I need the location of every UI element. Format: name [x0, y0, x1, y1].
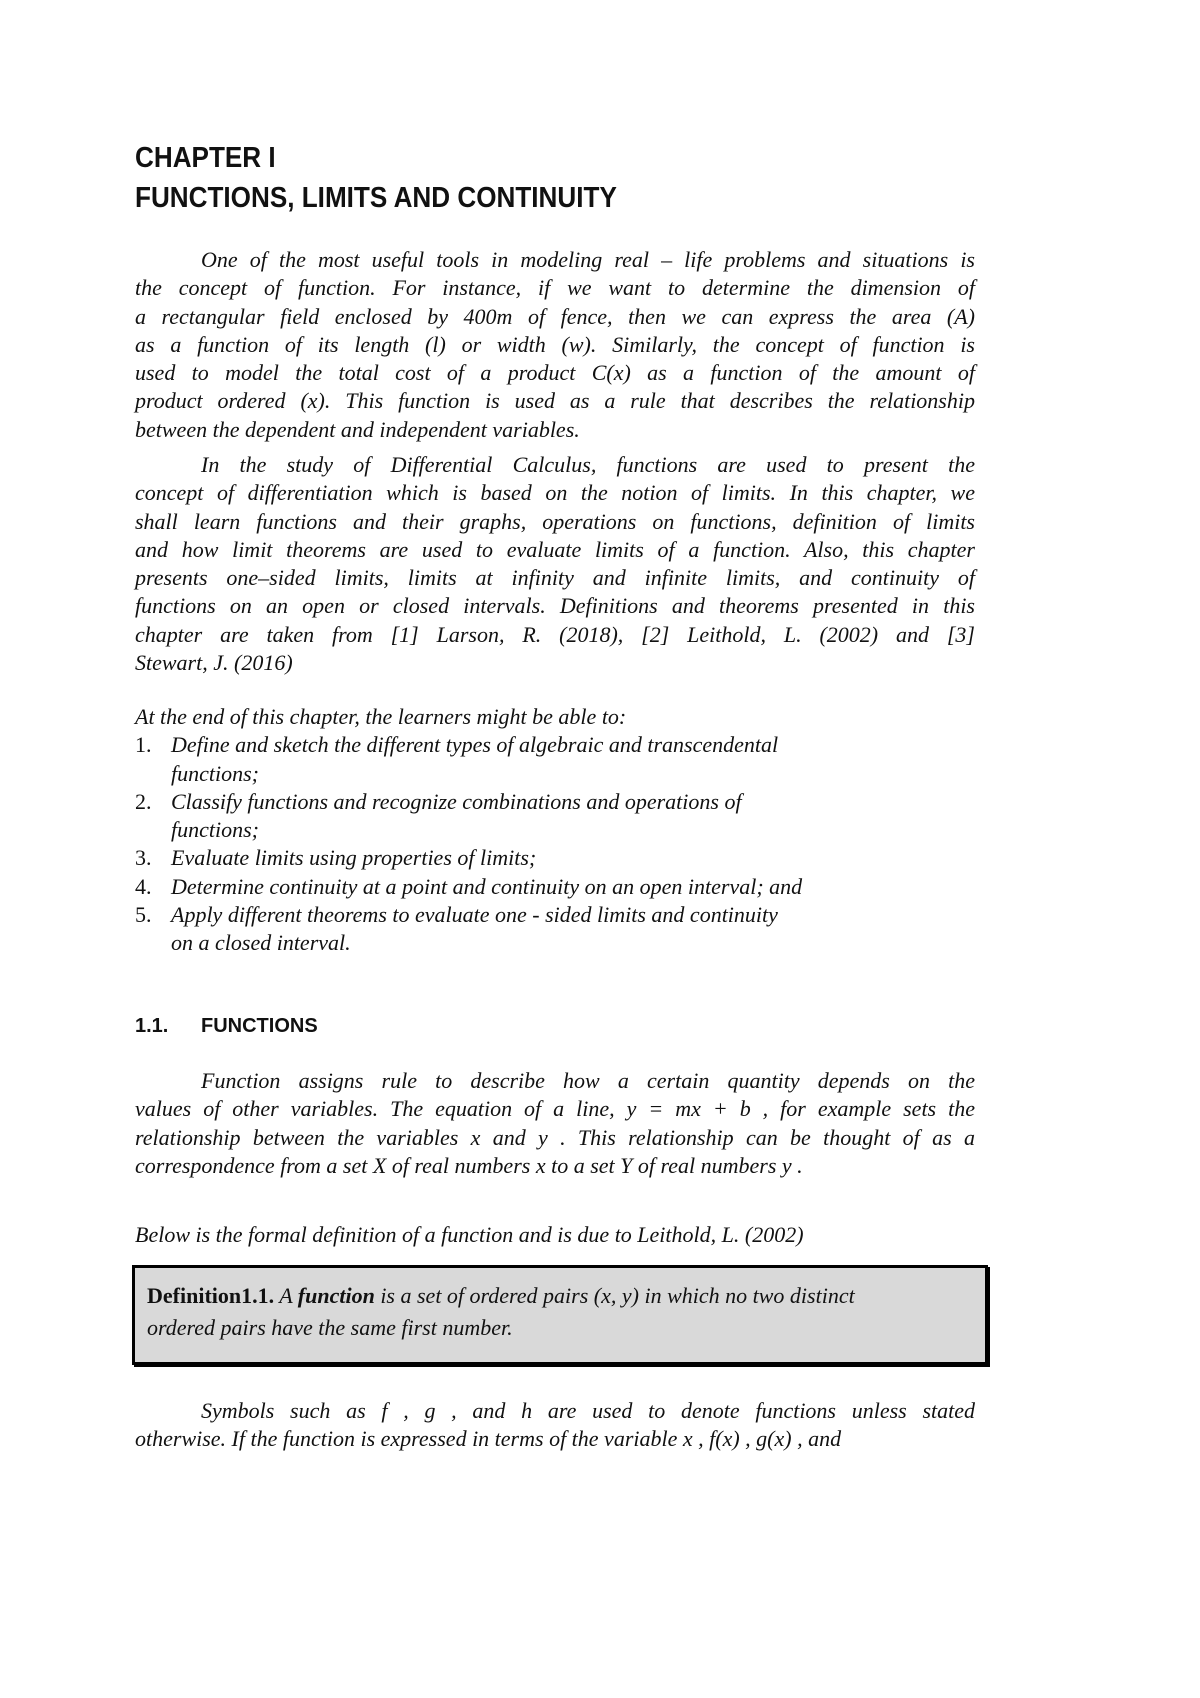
text-line: the concept of function. For instance, if we want to determine the dimension of — [135, 275, 975, 301]
objective-number: 1. — [135, 732, 152, 758]
objective-text: Evaluate limits using properties of limits; — [171, 845, 537, 871]
objective-item — [135, 844, 975, 872]
chapter-title: FUNCTIONS, LIMITS AND CONTINUITY — [135, 182, 617, 214]
text-line: values of other variables. The equation of a line, y = mx + b , for example sets the — [135, 1096, 975, 1122]
text-line: otherwise. If the function is expressed in terms of the variable x , f(x) , g(x) , and — [135, 1426, 842, 1452]
objective-item — [135, 929, 975, 957]
section-heading — [135, 1015, 975, 1038]
text-line: Function assigns rule to describe how a certain quantity depends on the — [201, 1068, 975, 1093]
function-paragraph — [135, 1067, 975, 1180]
symbols-paragraph — [135, 1397, 975, 1454]
text-line: functions on an open or closed intervals. Definitions and theorems presented in this — [135, 593, 975, 619]
objective-number: 3. — [135, 845, 152, 871]
definition-intro — [135, 1221, 975, 1249]
objective-number — [135, 760, 171, 788]
text-line: product ordered (x). This function is used as a rule that describes the relationship — [135, 388, 975, 414]
objectives-list — [135, 731, 975, 957]
text-line: chapter are taken from [1] Larson, R. (2018), [2] Leithold, L. (2002) and [3] — [135, 621, 975, 647]
text-line: used to model the total cost of a product C(x) as a function of the amount of — [135, 360, 975, 386]
text-line: Symbols such as f , g , and h are used to denote functions unless stated — [201, 1398, 975, 1423]
definition-intro-text: Below is the formal definition of a function and is due to Leithold, L. (2002) — [135, 1222, 804, 1247]
text-line: In the study of Differential Calculus, functions are used to present the — [201, 452, 975, 477]
objectives — [135, 703, 975, 958]
objective-text: Determine continuity at a point and continuity on an open interval; and — [171, 873, 803, 899]
definition-line-1 — [135, 1282, 985, 1310]
text-line: concept of differentiation which is based on the notion of limits. In this chapter, we — [135, 480, 975, 506]
objective-item — [135, 788, 975, 816]
objective-text: Define and sketch the different types of algebraic and transcendental — [171, 732, 779, 758]
objective-text: on a closed interval. — [171, 930, 351, 956]
definition-term: function — [297, 1283, 375, 1308]
chapter-label: CHAPTER I — [135, 142, 276, 174]
text-line: relationship between the variables x and y . This relationship can be thought of as a — [135, 1124, 975, 1150]
objective-number — [135, 929, 171, 957]
text-line: One of the most useful tools in modeling real – life problems and situations is — [201, 247, 975, 272]
objective-item — [135, 816, 975, 844]
objective-item — [135, 901, 975, 929]
objective-item — [135, 873, 975, 901]
objective-item — [135, 760, 975, 788]
text-line: and how limit theorems are used to evaluate limits of a function. Also, this chapter — [135, 536, 975, 562]
objective-text: Classify functions and recognize combinations and operations of — [171, 788, 742, 814]
text-line: as a function of its length (l) or width (w). Similarly, the concept of function is — [135, 331, 975, 357]
text-line: presents one–sided limits, limits at infinity and infinite limits, and continuity of — [135, 565, 975, 591]
text-line: Stewart, J. (2016) — [135, 650, 293, 676]
definition-pre: A — [279, 1283, 298, 1308]
definition-box — [132, 1265, 988, 1365]
definition-text: is a set of ordered pairs (x, y) in which no two distinct — [374, 1283, 855, 1308]
objective-text: Apply different theorems to evaluate one - sided limits and continuity — [171, 902, 778, 928]
objective-number: 4. — [135, 873, 152, 899]
objective-number — [135, 816, 171, 844]
intro-paragraph-1 — [135, 246, 975, 444]
intro-paragraph-2 — [135, 451, 975, 677]
objective-text: functions; — [171, 760, 259, 786]
definition-label: Definition1.1. — [147, 1283, 275, 1308]
objective-number: 2. — [135, 788, 152, 814]
objective-number: 5. — [135, 902, 152, 928]
text-line: correspondence from a set X of real numbers x to a set Y of real numbers y . — [135, 1152, 803, 1178]
text-line: between the dependent and independent variables. — [135, 416, 580, 442]
objectives-lead: At the end of this chapter, the learners might be able to: — [135, 704, 627, 729]
section-title: FUNCTIONS — [201, 1015, 318, 1037]
section-number: 1.1. — [135, 1015, 169, 1037]
objective-text: functions; — [171, 817, 259, 843]
text-line: a rectangular field enclosed by 400m of fence, then we can express the area (A) — [135, 303, 975, 329]
chapter-heading — [135, 138, 975, 218]
objective-item — [135, 731, 975, 759]
text-line: shall learn functions and their graphs, operations on functions, definition of limits — [135, 508, 975, 534]
definition-line-2: ordered pairs have the same first number. — [147, 1315, 513, 1341]
